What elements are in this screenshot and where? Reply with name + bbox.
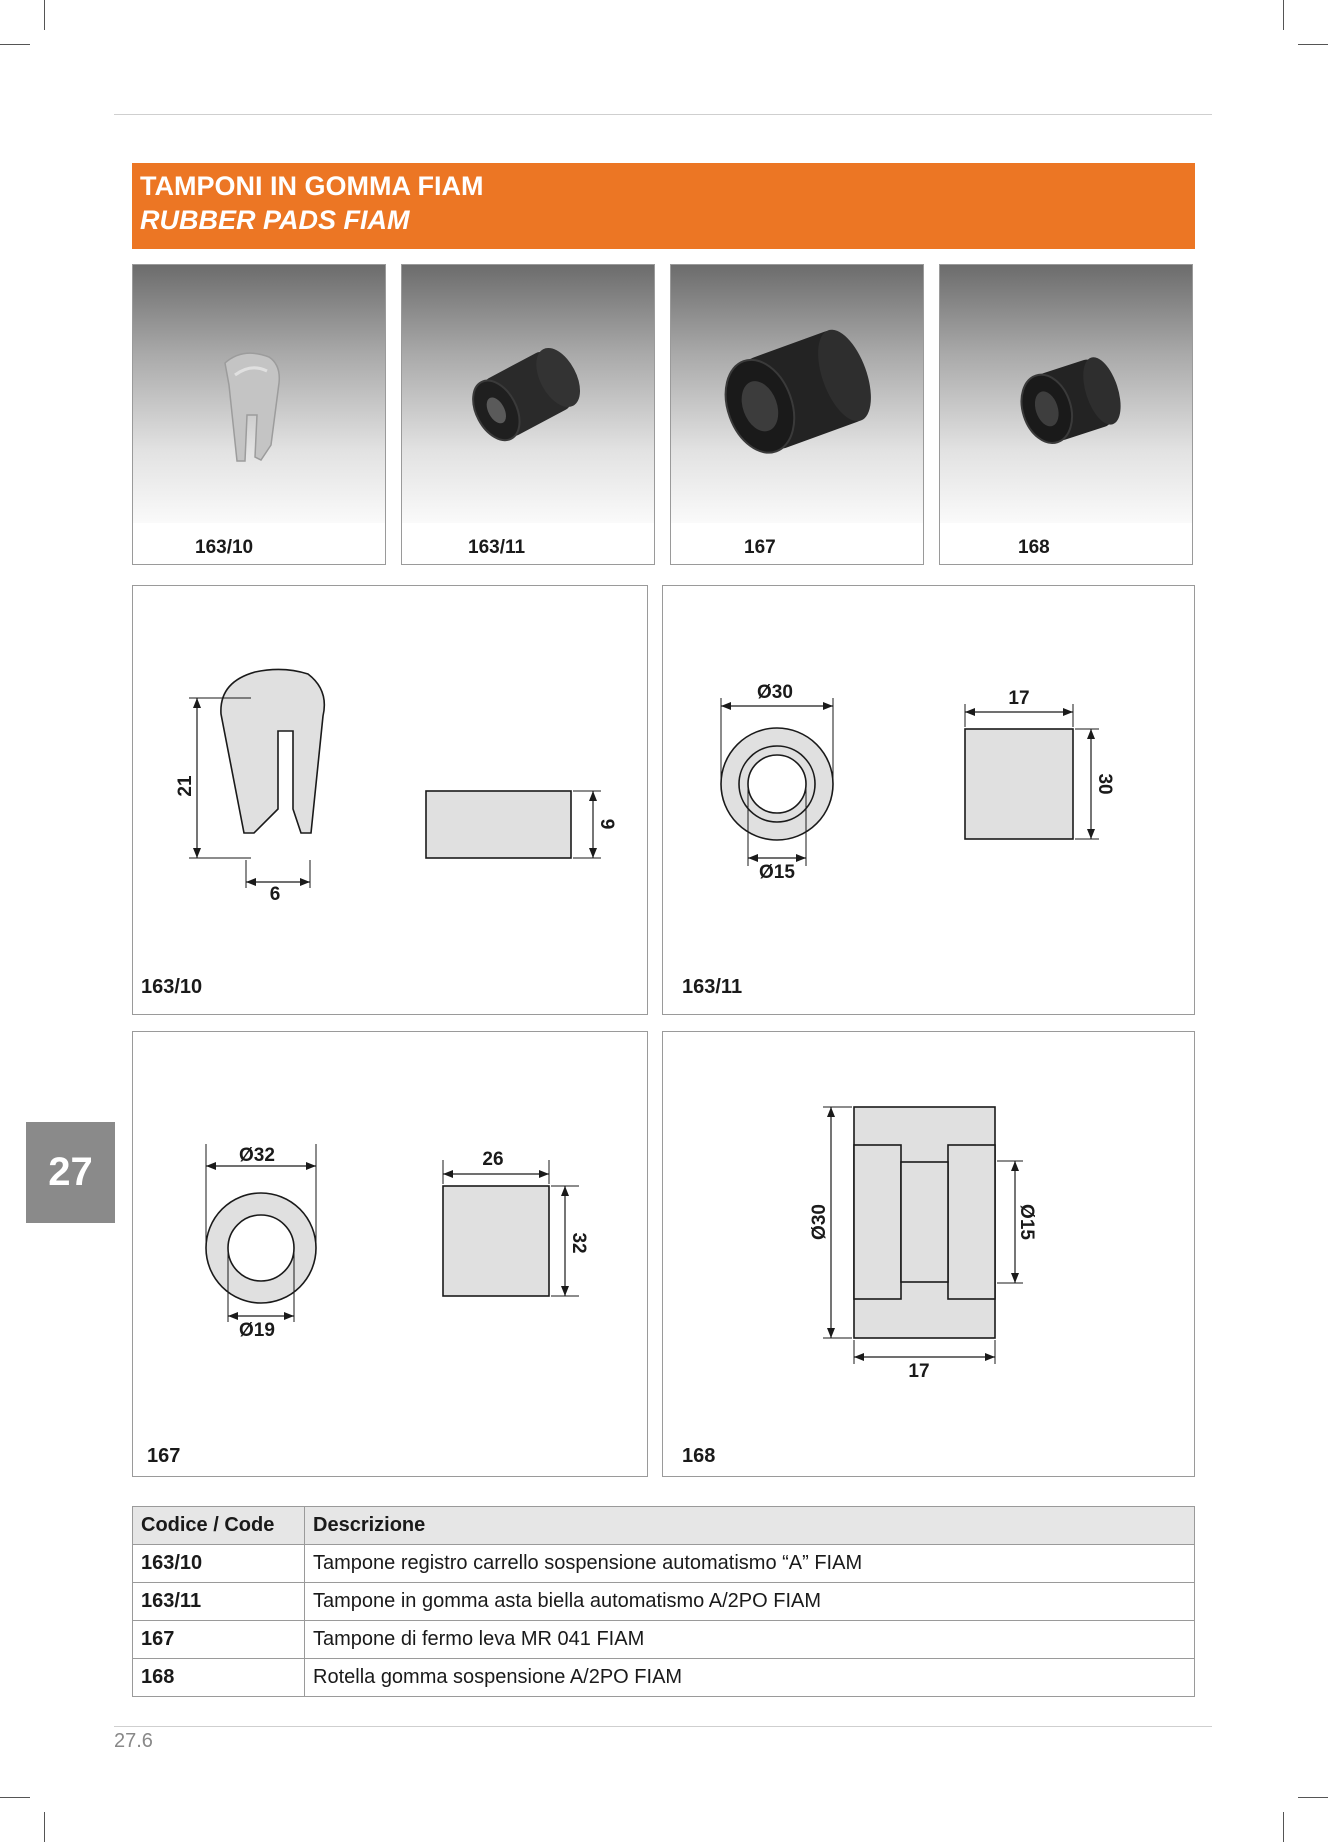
crop-mark (1298, 44, 1328, 45)
crop-mark (44, 0, 45, 30)
dim-height-label: 21 (175, 775, 196, 797)
table-cell-description: Tampone registro carrello sospensione automatismo “A” FIAM (305, 1545, 1195, 1583)
dim-outer-diameter-label: Ø32 (239, 1145, 275, 1166)
table-cell-description: Tampone di fermo leva MR 041 FIAM (305, 1621, 1195, 1659)
table-cell-description: Rotella gomma sospensione A/2PO FIAM (305, 1659, 1195, 1697)
drawing-panel-16311 (662, 585, 1195, 1015)
drawing-panel-167 (132, 1031, 648, 1477)
drawing-panel-16310 (132, 585, 648, 1015)
table-header-row (133, 1507, 1195, 1545)
rubber-pad-small-cylinder-photo-icon (402, 265, 656, 523)
dim-width-label: 17 (908, 1361, 930, 1382)
photo-code: 163/11 (468, 537, 526, 558)
rubber-wheel-photo-icon (940, 265, 1194, 523)
crop-mark (1298, 1797, 1328, 1798)
photo-code: 168 (1018, 537, 1050, 558)
title-italian: TAMPONI IN GOMMA FIAM (140, 171, 484, 201)
table-header-description: Descrizione (305, 1507, 1195, 1545)
photo-card-167 (670, 264, 924, 565)
drawing-code: 167 (147, 1445, 181, 1467)
photo-code: 163/10 (195, 537, 254, 558)
table-cell-code: 168 (133, 1659, 305, 1697)
dim-inner-diameter-label: Ø15 (759, 862, 795, 883)
drawing-code: 163/11 (682, 976, 743, 998)
drawing-code: 168 (682, 1445, 716, 1467)
table-cell-code: 163/11 (133, 1583, 305, 1621)
dim-inner-diameter-label: Ø15 (1016, 1204, 1037, 1240)
crop-mark (1283, 0, 1284, 30)
rubber-pad-wedge-photo-icon (133, 265, 387, 523)
table-header-code: Codice / Code (133, 1507, 305, 1545)
photo-code: 167 (744, 537, 776, 558)
dim-length-label: 17 (1008, 688, 1030, 709)
section-tab: 27 (26, 1122, 115, 1223)
technical-drawing-168 (663, 1032, 1196, 1478)
dim-thickness-label: 9 (596, 818, 617, 830)
dim-height-label: 30 (1094, 773, 1115, 795)
crop-mark (0, 44, 30, 45)
dim-length-label: 26 (482, 1149, 504, 1170)
dim-outer-diameter-label: Ø30 (757, 682, 793, 703)
table-cell-code: 167 (133, 1621, 305, 1659)
dim-outer-diameter-label: Ø30 (809, 1204, 830, 1240)
table-row (133, 1583, 1195, 1621)
dim-inner-diameter-label: Ø19 (239, 1320, 275, 1341)
title-english: RUBBER PADS FIAM (140, 205, 410, 235)
table-row (133, 1545, 1195, 1583)
crop-mark (0, 1797, 30, 1798)
bottom-rule (114, 1726, 1212, 1727)
dim-height-label: 32 (568, 1232, 589, 1254)
table-row (133, 1659, 1195, 1697)
crop-mark (1283, 1812, 1284, 1842)
table-cell-code: 163/10 (133, 1545, 305, 1583)
technical-drawing-16310 (133, 586, 649, 1016)
spec-table (132, 1506, 1195, 1697)
photo-card-16310 (132, 264, 386, 565)
rubber-pad-large-cylinder-photo-icon (671, 265, 925, 523)
page-number: 27.6 (114, 1730, 153, 1752)
photo-card-16311 (401, 264, 655, 565)
dim-slot-width-label: 6 (269, 884, 281, 905)
drawing-panel-168 (662, 1031, 1195, 1477)
drawing-code: 163/10 (141, 976, 203, 998)
technical-drawing-16311 (663, 586, 1196, 1016)
technical-drawing-167 (133, 1032, 649, 1478)
table-cell-description: Tampone in gomma asta biella automatismo A/2PO FIAM (305, 1583, 1195, 1621)
table-row (133, 1621, 1195, 1659)
section-header (132, 163, 1195, 249)
top-rule (114, 114, 1212, 115)
crop-mark (44, 1812, 45, 1842)
photo-card-168 (939, 264, 1193, 565)
